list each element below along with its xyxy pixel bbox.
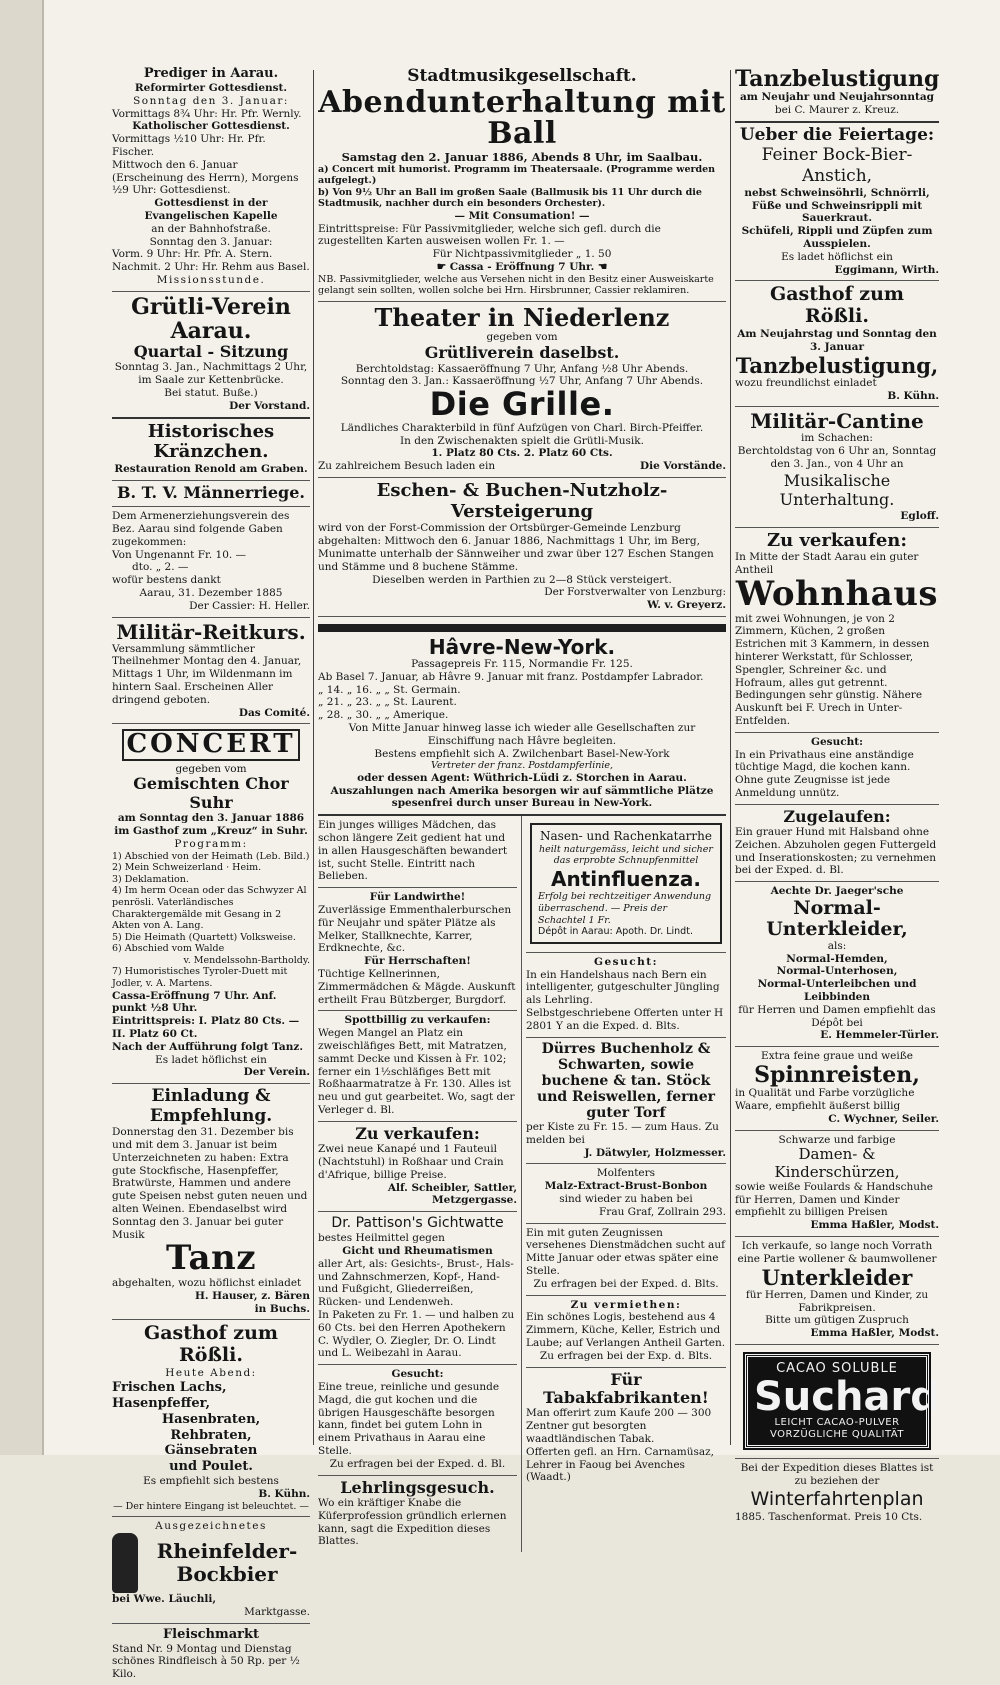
ad-line: 1885. Taschenformat. Preis 10 Cts. <box>735 1510 923 1523</box>
ad-line: oder dessen Agent: Wüthrich-Lüdi z. Storchen in Aarau. <box>357 771 687 784</box>
program-item: 7) Humoristisches Tyroler-Duett mit Jodler, v. A. Martens. <box>112 966 288 989</box>
ad-buchenholz <box>526 1038 726 1165</box>
ad-title: Lehrlingsgesuch. <box>340 1477 495 1497</box>
ad-line: wofür bestens dankt <box>112 574 221 587</box>
small-ads-left <box>318 816 522 1552</box>
ad-line: Bitte um gütigen Zuspruch <box>765 1314 909 1327</box>
ad-signature: Eggimann, Wirth. <box>834 263 939 276</box>
ad-line: Zu zahlreichem Besuch laden ein <box>318 460 496 473</box>
ad-title: Militär-Reitkurs. <box>116 619 306 644</box>
ad-title: Für Herrschaften! <box>364 955 471 968</box>
ad-signature: Egloff. <box>900 509 939 522</box>
ad-bockbier <box>112 1517 310 1623</box>
ad-line: wozu freundlichst einladet <box>735 376 877 389</box>
ad-signature: H. Hauser, z. Bären <box>194 1289 310 1302</box>
ad-schuerzen <box>735 1131 939 1237</box>
ad-line: sind wieder zu haben bei <box>559 1192 693 1205</box>
ad-line: gegeben vom <box>486 331 558 344</box>
ad-line: Vormittags 8¾ Uhr: Hr. Pfr. Wernly. <box>112 107 302 120</box>
ad-title: Dr. Pattison's Gichtwatte <box>331 1215 504 1232</box>
logo-text: LEICHT CACAO-PULVER <box>774 1416 900 1428</box>
ad-text: aller Art, als: Gesichts-, Brust-, Hals- und Zahnschmerzen, Kopf-, Hand- und Fußgicht, Gliederreißen, Rücken- und Lendenweh. <box>318 1257 514 1309</box>
suchard-logo <box>745 1354 939 1448</box>
ad-title: Winterfahrtenplan <box>750 1487 924 1510</box>
ad-line: dto. „ 2. — <box>132 561 189 574</box>
ad-line: Es ladet höflichst ein <box>155 1053 267 1066</box>
ad-line: Nachmit. 2 Uhr: Hr. Rehm aus Basel. <box>112 261 310 274</box>
ad-einladung <box>112 1084 310 1320</box>
program-item: 2) Mein Schweizerland · Heim. <box>112 862 262 874</box>
ad-unterkleider <box>735 1237 939 1345</box>
ad-cantine <box>735 407 939 527</box>
ad-signature: J. Dätwyler, Holzmesser. <box>584 1146 726 1159</box>
ad-line: Bei statut. Buße.) <box>164 387 258 400</box>
ad-title: Dürres Buchenholz & Schwarten, sowie buchene & tan. Stöck und Reiswellen, ferner guter Torf <box>537 1040 715 1121</box>
ad-line: an der Bahnhofstraße. <box>151 222 271 235</box>
ad-line: Ich verkaufe, so lange noch Vorrath eine Partie wollener & baumwollener <box>737 1240 937 1265</box>
ad-havre <box>318 617 726 816</box>
ad-line: Bestens empfiehlt sich A. Zwilchenbart Basel-New-York <box>374 747 670 760</box>
ad-title: Spottbillig zu verkaufen: <box>344 1014 491 1027</box>
ad-title: Rheinfelder- <box>156 1539 298 1564</box>
program-item: v. Mendelssohn-Bartholdy. <box>183 954 310 966</box>
ad-signature: W. v. Greyerz. <box>647 599 726 612</box>
ad-title: Spinnreisten, <box>754 1062 920 1089</box>
ad-signature: Emma Haßler, Modst. <box>810 1327 939 1340</box>
menu-item: Rehbraten, <box>170 1427 252 1443</box>
menu-item: Frischen Lachs, <box>112 1379 227 1395</box>
ad-gesucht-magd <box>318 1365 517 1475</box>
ad-line: heilt naturgemäss, leicht und sicher das erprobte Schnupfenmittel <box>539 843 713 867</box>
ad-text: Ein grauer Hund mit Halsband ohne Zeichen. Abzuholen gegen Futtergeld und Inserationskosten; zu vernehmen bei der Exped. d. Bl. <box>735 826 937 877</box>
ad-signature: Frau Graf, Zollrain 293. <box>599 1205 726 1218</box>
ad-signature: Emma Haßler, Modst. <box>810 1219 939 1232</box>
ad-line: Extra feine graue und weiße <box>761 1050 913 1063</box>
ad-title: Gesucht: <box>594 955 658 968</box>
ad-line: Samstag den 2. Januar 1886, Abends 8 Uhr, im Saalbau. <box>341 149 703 164</box>
ad-line: Sonntag den 3. Januar: <box>133 94 289 107</box>
menu-item: Hasenbraten, <box>161 1411 261 1427</box>
ad-lehrling <box>318 1476 517 1553</box>
ad-line: Nasen- und Rachenkatarrhe <box>540 829 712 844</box>
ad-line: im Schachen: <box>801 432 873 445</box>
ad-maedchen <box>318 816 517 888</box>
ad-text: sowie weiße Foulards & Handschuhe für Herren, Damen und Kinder empfiehlt zu billigen Preisen <box>735 1180 933 1219</box>
ad-line: Sonntag den 3. Jan.: Kassaeröffnung ½7 Uhr, Anfang 7 Uhr Abends. <box>340 375 704 388</box>
ad-line: Passagepreis Fr. 115, Normandie Fr. 125. <box>411 657 633 670</box>
ad-title: Militär-Cantine <box>750 409 924 434</box>
ad-title: Tanzbelustigung <box>735 66 940 92</box>
ad-title: Für Tabakfabrikanten! <box>543 1369 709 1407</box>
ad-signature: Der Cassier: H. Heller. <box>189 599 310 612</box>
ad-wohnhaus <box>735 528 939 733</box>
ad-title: Zu verkaufen: <box>766 529 908 551</box>
ad-vermiethen <box>526 1296 726 1368</box>
ad-line: Vertreter der franz. Postdampferlinie, <box>430 760 614 772</box>
ad-title: Ueber die Feiertage: <box>739 124 935 145</box>
ad-roessli-right <box>735 281 939 407</box>
ad-signature: Zu erfragen bei der Exped. d. Blts. <box>533 1277 719 1290</box>
ad-text: Donnerstag den 31. Dezember bis und mit dem 3. Januar ist beim Unterzeichneten zu haben: Extra gute Stockfische, Hasenpfeffer, Bratwürste, Hammen und andere gute Speisen nebst guten neuen und alten Weinen. Ebendaselbst wird Sonntag den 3. Januar bei guter Musik <box>112 1126 308 1241</box>
ad-line: bestes Heilmittel gegen <box>318 1232 445 1245</box>
ad-subtitle: Quartal - Sitzung <box>133 342 289 362</box>
ad-signature: Zu erfragen bei der Exp. d. Blts. <box>539 1349 713 1362</box>
ad-line: am Neujahr und Neujahrsonntag <box>739 91 935 104</box>
ad-title: CONCERT <box>122 729 300 760</box>
ad-line: „ 28. „ 30. „ „ Amerique. <box>318 709 449 722</box>
ad-reitkurs <box>112 618 310 725</box>
ad-line: Normal-Unterleibchen und Leibbinden <box>757 978 917 1004</box>
ad-line: Dépôt in Aarau: Apoth. Dr. Lindt. <box>538 926 693 938</box>
ad-line: b) Von 9½ Uhr an Ball im großen Saale (Ballmusik bis 11 Uhr durch die Stadtmusik, nachher durch ein besonders Orchester). <box>318 186 702 210</box>
ad-text: Wegen Mangel an Platz ein zweischläfiges Bett, mit Matratzen, sammt Decke und Kissen à Fr. 102; ferner ein 1½schläfiges Bett mit Roßhaarmatratze à Fr. 130. Alles ist neu und gut gearbeitet. Wo, sagt der Verleger d. Bl. <box>318 1027 515 1116</box>
ad-signature: B. Kühn. <box>887 389 939 402</box>
ad-title: Antinfluenza. <box>551 867 701 892</box>
ad-signature: bei C. Maurer z. Kreuz. <box>774 103 900 116</box>
ad-line: Marktgasse. <box>244 1605 310 1618</box>
menu-item: Gänsebraten <box>164 1443 258 1459</box>
ad-spinnreisten <box>735 1047 939 1130</box>
ad-line: Ab Basel 7. Januar, ab Hâvre 9. Januar mit franz. Postdampfer Labrador. <box>318 670 704 683</box>
ad-line: Schüfeli, Rippli und Züpfen zum Ausspielen. <box>741 225 933 250</box>
ad-line: Sonntag den 3. Januar: <box>149 235 273 248</box>
ad-subtitle: Katholischer Gottesdienst. <box>132 120 290 133</box>
ad-title: B. T. V. Männerriege. <box>117 482 305 502</box>
ad-title: Theater in Niederlenz <box>374 303 670 333</box>
banner-rule <box>318 624 726 632</box>
ad-title: Unterkleider <box>761 1264 913 1290</box>
ad-gruetli <box>112 292 310 419</box>
ad-subtitle: Reformirter Gottesdienst. <box>134 81 288 94</box>
ad-subtitle: Musikalische Unterhaltung. <box>779 470 895 510</box>
ad-jaeger <box>735 882 939 1047</box>
ad-subtitle: Gemischten Chor Suhr <box>133 774 289 812</box>
ad-title: Gesucht: <box>811 735 863 748</box>
ad-line: In Mitte der Stadt Aarau ein guter Antheil <box>735 551 919 577</box>
ad-text: Man offerirt zum Kaufe 200 — 300 Zentner gut besorgten waadtländischen Tabak. <box>526 1407 712 1445</box>
ad-text: In ein Privathaus eine anständige tüchtige Magd, die kochen kann. Ohne gute Zeugnisse ist jede Anmeldung unnütz. <box>735 748 914 799</box>
ad-line: Eintrittspreis: I. Platz 80 Cts. — II. Platz 60 Ct. <box>112 1015 300 1040</box>
ad-malz-bonbon <box>526 1164 726 1223</box>
ad-title: Zu vermiethen: <box>570 1298 682 1311</box>
program-item: 3) Deklamation. <box>112 873 189 885</box>
ad-line: Es empfiehlt sich bestens <box>143 1475 279 1488</box>
ad-title: Zu verkaufen: <box>355 1123 480 1143</box>
ad-subtitle: Gottesdienst in der Evangelischen Kapelle <box>144 197 278 222</box>
ad-fleischmarkt <box>112 1624 310 1685</box>
ad-line: Normal-Unterhosen, <box>776 965 898 978</box>
ad-signature: Der Vorstand. <box>229 399 310 412</box>
ad-signature: Das Comité. <box>238 706 310 719</box>
ad-line: Vorm. 9 Uhr: Hr. Pfr. A. Stern. <box>112 248 273 261</box>
ad-line: „ 21. „ 23. „ „ St. Laurent. <box>318 696 457 709</box>
ad-kraenzchen <box>112 419 310 481</box>
ad-text: Ein mit guten Zeugnissen versehenes Dienstmädchen sucht auf Mitte Januar oder etwas später eine Stelle. <box>526 1226 725 1277</box>
ad-line: — Der hintere Eingang ist beleuchtet. — <box>113 1500 309 1512</box>
ad-title: Fleischmarkt <box>162 1626 260 1642</box>
ad-line: Berchtoldstag von 6 Uhr an, Sonntag den 3. Jan., von 4 Uhr an <box>737 445 937 470</box>
ad-line: Molfenters <box>596 1167 656 1180</box>
play-title: Die Grille. <box>429 385 615 424</box>
ad-kanape <box>318 1122 517 1212</box>
ad-signature: B. Kühn. <box>258 1487 310 1500</box>
ad-line: bei Wwe. Läuchli, <box>112 1593 216 1606</box>
ad-text: Selbstgeschriebene Offerten unter H 2801 Y an die Exped. d. Blts. <box>526 1006 724 1032</box>
ad-line: Sonntag 3. Jan., Nachmittags 2 Uhr, im Saale zur Kettenbrücke. <box>114 361 308 387</box>
ad-line: abgehalten, wozu höflichst einladet <box>112 1277 302 1290</box>
ad-text: Wo ein kräftiger Knabe die Küferprofession gründlich erlernen kann, sagt die Expedition dieses Blattes. <box>318 1496 507 1548</box>
program-item: 4) Im herm Ocean oder das Schwyzer Al penrösli. Vaterländisches Charaktergemälde mit Gesang in 2 Akten von A. Lang. <box>112 885 307 932</box>
page-spine <box>0 0 44 1455</box>
ad-signature: Alf. Scheibler, Sattler, Metzgergasse. <box>387 1181 517 1207</box>
ad-subtitle: Gicht und Rheumatismen <box>342 1245 493 1258</box>
ad-subtitle: Stadtmusikgesellschaft. <box>407 66 637 86</box>
ad-subtitle: Restauration Renold am Graben. <box>114 463 308 476</box>
ad-line: Es ladet höflichst ein <box>781 250 893 263</box>
ad-text: Ein junges williges Mädchen, das schon längere Zeit gedient hat und in allen Hausgeschäften bewandert ist, sucht Stelle. Eintritt nach Belieben. <box>318 819 508 883</box>
ad-title: Tanz <box>165 1238 257 1279</box>
ad-line: Dem Armenerziehungsverein des Bez. Aarau sind folgende Gaben zugekommen: <box>112 510 290 548</box>
ad-gesucht-lehrling <box>526 953 726 1038</box>
menu-item: Hasenpfeffer, <box>112 1395 211 1411</box>
ad-roessli-left <box>112 1320 310 1517</box>
ad-line: Ländliches Charakterbild in fünf Aufzügen von Charl. Birch-Pfeiffer. <box>340 421 704 434</box>
program-item: 5) Die Heimath (Quartett) Volksweise. <box>112 931 296 943</box>
ad-zugelaufen <box>735 805 939 883</box>
ad-tabak <box>526 1368 726 1489</box>
ad-line: Dieselben werden in Parthien zu 2—8 Stück versteigert. <box>372 573 672 586</box>
column-middle <box>318 64 726 1552</box>
ad-holz-versteigerung <box>318 478 726 617</box>
ad-line: am Sonntag den 3. Januar 1886 im Gasthof zum „Kreuz“ in Suhr. <box>114 812 308 838</box>
ad-line: Der Forstverwalter von Lenzburg: <box>544 586 726 599</box>
column-rule <box>313 70 314 1445</box>
ad-armen <box>112 507 310 617</box>
logo-brand: Suchard <box>754 1373 939 1420</box>
ad-title: Hâvre-New-York. <box>428 634 616 659</box>
ad-line: für Herren und Damen empfiehlt das Dépôt bei <box>738 1003 936 1029</box>
ad-subtitle: Feiner Bock-Bier-Anstich, <box>761 145 913 187</box>
ad-title: Eschen- & Buchen-Nutzholz-Versteigerung <box>376 479 668 522</box>
small-ads-grid <box>318 816 726 1552</box>
ad-text: in Qualität und Farbe vorzügliche Waare, empfiehlt äußerst billig <box>735 1087 915 1112</box>
ad-line: Vormittags ½10 Uhr: Hr. Pfr. Fischer. <box>112 133 266 158</box>
ad-text: Ein schönes Logis, bestehend aus 4 Zimmern, Küche, Keller, Estrich und Laube; auf Verlangen Antheil Garten. <box>526 1311 726 1349</box>
ad-line: ☛ Cassa - Eröffnung 7 Uhr. ☚ <box>436 261 608 274</box>
ad-signature: C. Wychner, Seiler. <box>828 1112 939 1125</box>
ad-line: Nach der Aufführung folgt Tanz. <box>112 1040 303 1053</box>
ad-line: Eintrittspreise: Für Passivmitglieder, welche sich gefl. durch die zugestellten Karten ausweisen wollen Fr. 1. — <box>318 222 661 248</box>
ad-gesucht-right <box>735 733 939 805</box>
ad-text: Zuverlässige Emmenthalerburschen für Neujahr und später Plätze als Melker, Stallknechte, Karrer, Erdknechte, &c. <box>318 904 512 955</box>
ad-line: Am Neujahrstag und Sonntag den 3. Januar <box>737 328 937 353</box>
ad-line: nebst Schweinsöhrli, Schnörrli, Füße und Schweinsrippli mit Sauerkraut. <box>744 186 930 225</box>
ad-text: Versammlung sämmtlicher Theilnehmer Montag den 4. Januar, Mittags 1 Uhr, im Wildenmann im hintern Saal. Erscheinen Aller dringend geboten. <box>112 642 302 706</box>
ad-text: wird von der Forst-Commission der Ortsbürger-Gemeinde Lenzburg abgehalten: Mittwoch den 6. Januar 1886, Nachmittags 1 Uhr, im Berg, Munimatte unterhalb der Sännweiher und zwar über 127 Eschen Stangen und Stämme und 8 buchene Stämme. <box>318 522 714 573</box>
antinfluenza-box <box>530 823 722 943</box>
ad-line: gegeben vom <box>175 762 247 775</box>
ad-signature: Zu erfragen bei der Exped. d. Bl. <box>329 1457 506 1470</box>
ad-subtitle: Aechte Dr. Jaeger'sche <box>770 885 904 898</box>
ad-title: Prediger in Aarau. <box>143 66 279 81</box>
ad-text: Eine treue, reinliche und gesunde Magd, die gut kochen und die übrigen Hausgeschäfte besorgen kann, findet bei gutem Lohn in einem Privathaus in Aarau eine Stelle. <box>318 1381 500 1457</box>
ad-line: In den Zwischenakten spielt die Grütli-Musik. <box>400 434 644 447</box>
ad-antinfluenza <box>526 816 726 952</box>
ad-line: Normal-Hemden, <box>786 952 888 965</box>
ad-stadtmusik <box>318 64 726 302</box>
ad-text: per Kiste zu Fr. 15. — zum Haus. Zu melden bei <box>526 1121 719 1146</box>
ad-title: Normal-Unterkleider, <box>766 897 908 940</box>
ad-suchard <box>735 1345 939 1459</box>
ad-title: Einladung & Empfehlung. <box>149 1086 273 1126</box>
ad-title: Gesucht: <box>391 1368 444 1381</box>
ad-title: Zugelaufen: <box>783 806 891 826</box>
ad-subtitle: Wohnhaus <box>735 573 939 614</box>
ad-concert <box>112 724 310 1084</box>
ad-text: Offerten gefl. an Hrn. Carnamüsaz, Lehrer in Faoug bei Avenches (Waadt.) <box>526 1445 714 1484</box>
ad-text: Stand Nr. 9 Montag und Dienstag schönes Rindfleisch à 50 Rp. per ½ Kilo. <box>112 1642 300 1681</box>
ad-line: Berchtoldstag: Kassaeröffnung 7 Uhr, Anfang ½8 Uhr Abends. <box>355 362 689 375</box>
ad-line: Für Nichtpassivmitglieder „ 1. 50 <box>432 248 612 261</box>
ad-tanzbelustigung <box>735 64 939 123</box>
ad-title: Malz-Extract-Brust-Bonbon <box>544 1180 708 1193</box>
ad-prediger <box>112 64 310 292</box>
ad-line: Auszahlungen nach Amerika besorgen wir auf sämmtliche Plätze spesenfrei durch unser Bureau in New-York. <box>330 784 714 810</box>
ad-line: Erfolg bei rechtzeitiger Anwendung überraschend. — Preis der Schachtel 1 Fr. <box>538 891 712 926</box>
program-item: 1) Abschied von der Heimath (Leb. Bild.) <box>112 850 310 862</box>
ad-subtitle: Grütliverein daselbst. <box>424 343 620 363</box>
ad-line: Programm: <box>174 837 248 850</box>
ad-text: mit zwei Wohnungen, je von 2 Zimmern, Küchen, 2 großen Estrichen mit 3 Kammern, in dessen hinterer Werkstatt, für Schlosser, Spengler, Schreiner &c. und Hofraum, alles gut getrennt. Bedingungen sehr günstig. Nähere Auskunft bei F. Urech in Unter-Entfelden. <box>735 612 930 727</box>
column-rule <box>730 70 731 1445</box>
ad-landwirthe <box>318 888 517 1011</box>
ad-line: Cassa-Eröffnung 7 Uhr. Anf. punkt ½8 Uhr. <box>112 989 277 1015</box>
ad-signature: Die Vorstände. <box>639 460 726 473</box>
ad-text: Tüchtige Kellnerinnen, Zimmermädchen & Mägde. Auskunft ertheilt Frau Bützberger, Burgdorf. <box>318 968 516 1006</box>
ad-line: Mittwoch den 6. Januar (Erscheinung des Herrn), Morgens ½9 Uhr: Gottesdienst. <box>112 158 299 197</box>
column-left <box>112 64 310 1685</box>
ad-title: Grütli-Verein Aarau. <box>131 293 291 344</box>
menu-item: und Poulet. <box>169 1459 253 1475</box>
ad-title: Bockbier <box>176 1562 278 1587</box>
ad-line: Heute Abend: <box>165 1367 257 1380</box>
ad-title: Gasthof zum Rößli. <box>144 1322 278 1367</box>
ad-title: Damen- & Kinderschürzen, <box>774 1145 900 1181</box>
program-item: 6) Abschied vom Walde <box>112 943 225 955</box>
ad-dienstmaedchen <box>526 1224 726 1296</box>
ad-feiertage <box>735 123 939 282</box>
ad-line: Aarau, 31. Dezember 1885 <box>139 586 283 599</box>
ad-title: Historisches Kränzchen. <box>147 420 275 463</box>
ad-title: Abendunterhaltung mit Ball <box>318 84 726 152</box>
ad-title: Für Landwirthe! <box>369 891 466 904</box>
beer-bottle-icon <box>112 1533 138 1593</box>
ad-line: als: <box>827 939 847 952</box>
ad-signature: Der Verein. <box>243 1066 310 1079</box>
column-right <box>735 64 939 1528</box>
ad-btv <box>112 481 310 507</box>
ad-line: NB. Passivmitglieder, welche aus Versehen nicht in den Besitz einer Ausweiskarte gelangt sein sollten, wollen solche bei Hrn. Hirsbrunner, Cassier reklamiren. <box>318 273 714 297</box>
ad-line: Von Ungenannt Fr. 10. — <box>112 548 247 561</box>
ad-line: „ 14. „ 16. „ „ St. Germain. <box>318 683 461 696</box>
ad-signature: E. Hemmeler-Türler. <box>820 1029 939 1042</box>
ad-fahrplan <box>735 1459 939 1528</box>
ad-title: Gasthof zum Rößli. <box>770 283 904 328</box>
ad-line: Missionsstunde. <box>156 273 266 286</box>
ad-text: In Paketen zu Fr. 1. — und halben zu 60 Cts. bei den Herren Apothekern C. Wydler, O. Ziegler, Dr. O. Lindt und L. Weibezahl in Aarau. <box>318 1309 515 1360</box>
ad-pattison <box>318 1212 517 1365</box>
logo-text: VORZÜGLICHE QUALITÄT <box>770 1429 904 1440</box>
logo-text: CACAO SOLUBLE <box>776 1360 898 1376</box>
ad-line: — Mit Consumation! — <box>454 209 590 222</box>
small-ads-right <box>522 816 726 1552</box>
ad-line: a) Concert mit humorist. Programm im Theatersaale. (Programme werden aufgelegt.) <box>318 163 716 187</box>
ad-line: Schwarze und farbige <box>778 1133 896 1146</box>
ad-theater <box>318 302 726 478</box>
ad-line: Bei der Expedition dieses Blattes ist zu beziehen der <box>740 1462 934 1487</box>
ad-text: Zwei neue Kanapé und 1 Fauteuil (Nachtstuhl) in Roßhaar und Crain d'Afrique, billige Preise. <box>318 1143 504 1181</box>
ad-text: In ein Handelshaus nach Bern ein intelligenter, gutgeschulter Jüngling als Lehrling. <box>526 968 720 1007</box>
ad-line: Ausgezeichnetes <box>155 1520 267 1533</box>
ad-signature: in Buchs. <box>254 1302 310 1315</box>
ad-line: 1. Platz 80 Cts. 2. Platz 60 Cts. <box>431 447 613 460</box>
ad-subtitle: Tanzbelustigung, <box>735 352 939 378</box>
ad-line: für Herren, Damen und Kinder, zu Fabrikpreisen. <box>745 1288 929 1314</box>
ad-line: Von Mitte Januar hinweg lasse ich wieder alle Gesellschaften zur Einschiffung nach Hâvre begleiten. <box>348 721 696 747</box>
ad-spottbillig <box>318 1011 517 1121</box>
